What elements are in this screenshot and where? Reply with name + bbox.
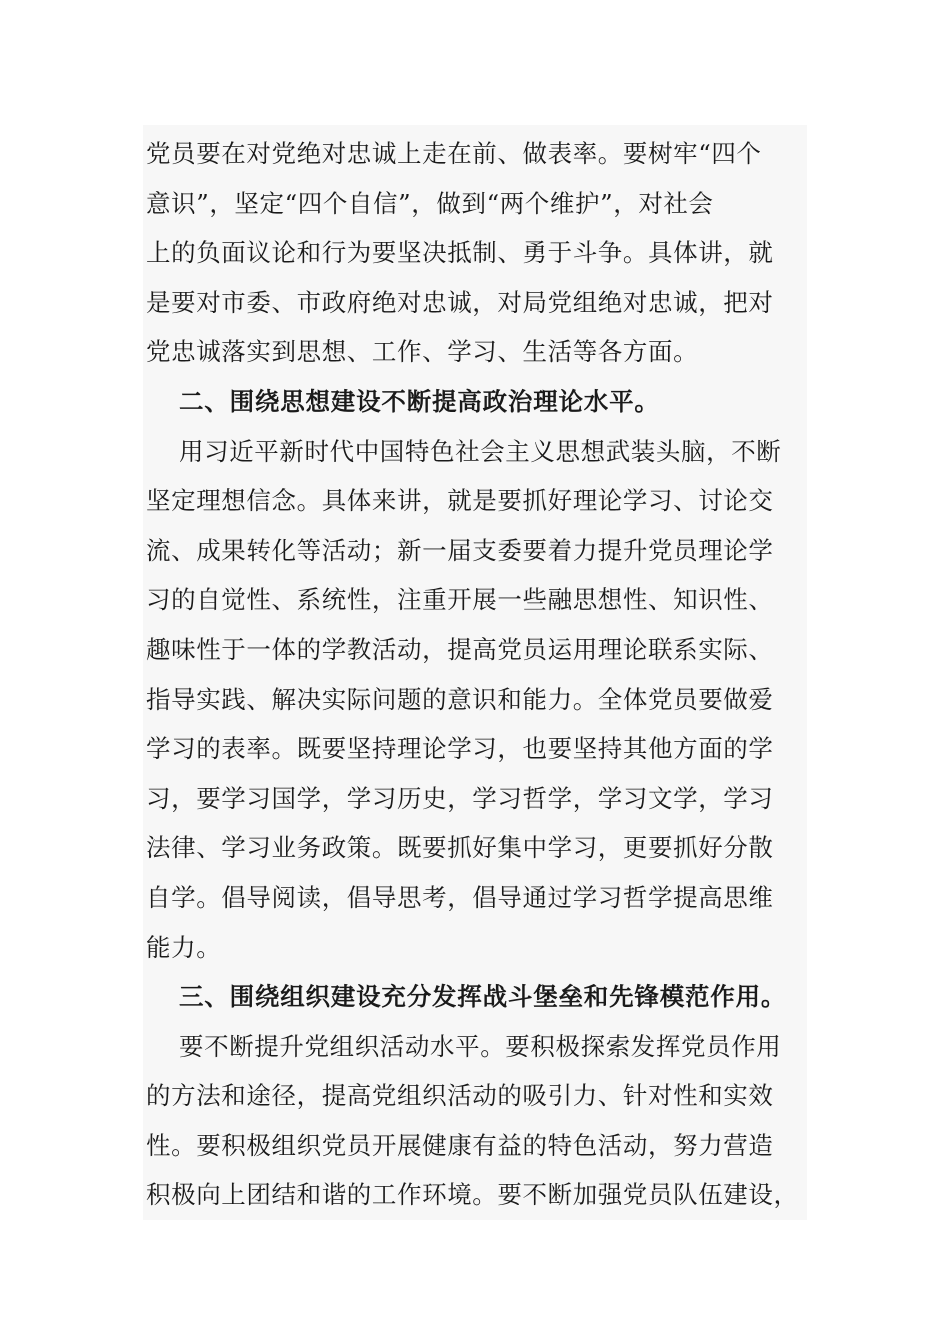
text-line: 能力。 (146, 932, 222, 962)
text-line: 党员要在对党绝对忠诚上走在前、做表率。要树牢“四个 (146, 139, 762, 168)
text-line: 上的负面议论和行为要坚决抵制、勇于斗争。具体讲，就 (146, 238, 774, 268)
section-heading-2: 二、围绕思想建设不断提高政治理论水平。 (179, 386, 660, 416)
section-heading-3: 三、围绕组织建设充分发挥战斗堡垒和先锋模范作用。 (179, 982, 787, 1012)
text-line: 积极向上团结和谐的工作环境。要不断加强党员队伍建设， (146, 1180, 799, 1210)
text-line: 是要对市委、市政府绝对忠诚，对局党组绝对忠诚，把对 (146, 287, 774, 317)
text-line: 学习的表率。既要坚持理论学习，也要坚持其他方面的学 (146, 734, 774, 764)
text-line: 指导实践、解决实际问题的意识和能力。全体党员要做爱 (146, 684, 774, 714)
text-line: 趣味性于一体的学教活动，提高党员运用理论联系实际、 (146, 634, 774, 664)
text-line: 习的自觉性、系统性，注重开展一些融思想性、知识性、 (146, 585, 774, 615)
text-line: 坚定理想信念。具体来讲，就是要抓好理论学习、讨论交 (146, 486, 774, 516)
text-line: 性。要积极组织党员开展健康有益的特色活动，努力营造 (146, 1130, 774, 1160)
text-line: 流、成果转化等活动；新一届支委要着力提升党员理论学 (146, 535, 774, 565)
text-line: 用习近平新时代中国特色社会主义思想武装头脑，不断 (179, 436, 782, 466)
text-line: 自学。倡导阅读，倡导思考，倡导通过学习哲学提高思维 (146, 882, 774, 912)
text-line: 要不断提升党组织活动水平。要积极探索发挥党员作用 (179, 1031, 782, 1061)
text-line: 的方法和途径，提高党组织活动的吸引力、针对性和实效 (146, 1081, 774, 1111)
document-body (143, 125, 807, 1220)
text-line: 习，要学习国学，学习历史，学习哲学，学习文学，学习 (146, 783, 774, 813)
text-line: 法律、学习业务政策。既要抓好集中学习，更要抓好分散 (146, 833, 774, 863)
text-line: 意识”，坚定“四个自信”，做到“两个维护”，对社会 (146, 188, 714, 218)
text-line: 党忠诚落实到思想、工作、学习、生活等各方面。 (146, 337, 699, 367)
